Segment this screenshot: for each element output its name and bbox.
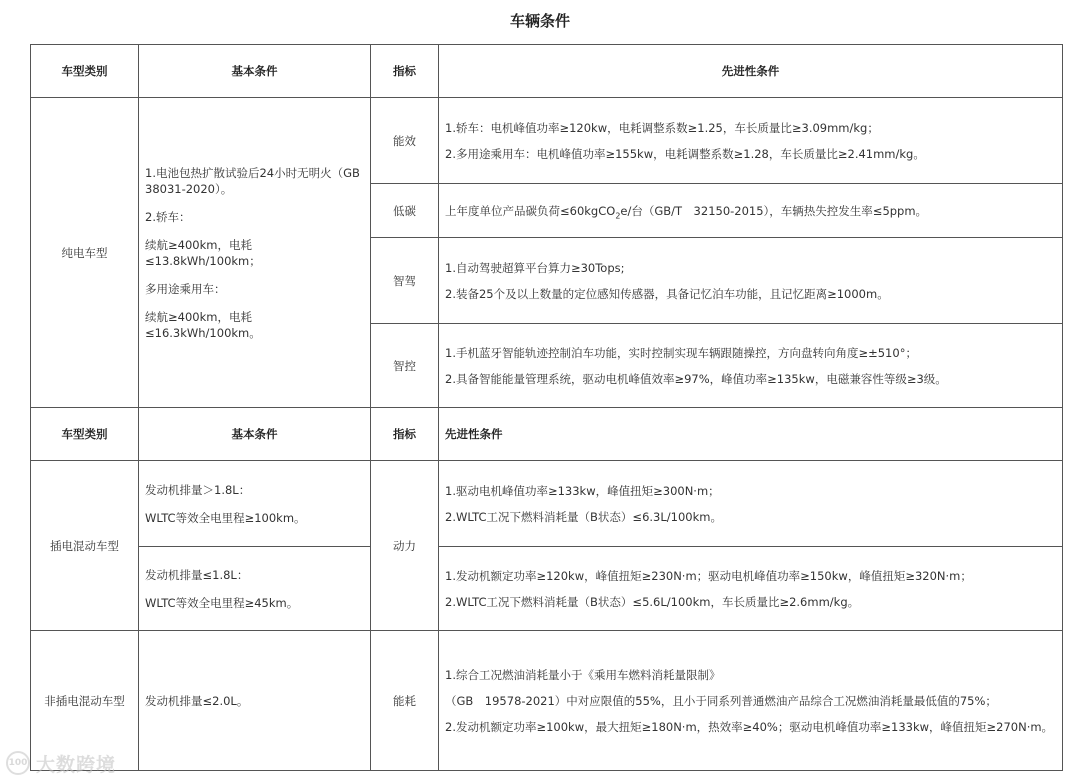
header-indicator: 指标 (371, 408, 439, 461)
low-carbon-text-before: 上年度单位产品碳负荷≤60kgCO (445, 203, 616, 218)
advanced-line: （GB 19578-2021）中对应限值的55%，且小于同系列普通燃油产品综合工况燃油消耗量最低值的75%； (445, 693, 997, 708)
advanced-line: 2.WLTC工况下燃料消耗量（B状态）≤5.6L/100km，车长质量比≥2.6mm/kg。 (445, 594, 860, 609)
indicator-energy-consumption: 能耗 (371, 631, 439, 771)
phev-type-cell: 插电混动车型 (31, 461, 139, 631)
table-header-row (31, 408, 1063, 461)
bev-type-cell: 纯电车型 (31, 98, 139, 408)
table-row (31, 631, 1063, 771)
hev-basic-cell: 发动机排量≤2.0L。 (139, 631, 371, 771)
header-vehicle-type: 车型类别 (31, 408, 139, 461)
vehicle-conditions-table (30, 44, 1063, 771)
bev-low-carbon-cell (439, 184, 1063, 238)
indicator-efficiency: 能效 (371, 98, 439, 184)
watermark-logo-icon: 100 (6, 751, 30, 775)
indicator-power: 动力 (371, 461, 439, 631)
advanced-line: 2.具备智能能量管理系统，驱动电机峰值效率≥97%，峰值功率≥135kw，电磁兼容性等级≥3级。 (445, 371, 947, 386)
table-row (31, 461, 1063, 547)
phev-advanced-cell (439, 461, 1063, 547)
bev-basic-line: 2.轿车： (145, 209, 191, 224)
table-row (31, 98, 1063, 184)
bev-efficiency-cell (439, 98, 1063, 184)
bev-basic-line: 1.电池包热扩散试验后24小时无明火（GB 38031-2020）。 (145, 165, 372, 196)
indicator-low-carbon: 低碳 (371, 184, 439, 238)
advanced-line: 1.综合工况燃油消耗量小于《乘用车燃料消耗量限制》 (445, 667, 721, 682)
advanced-line: 2.装备25个及以上数量的定位感知传感器，具备记忆泊车功能，且记忆距离≥1000m。 (445, 286, 889, 301)
phev-basic-cell (139, 461, 371, 547)
phev-basic-line: WLTC等效全电里程≥45km。 (145, 595, 299, 610)
bev-smart-drive-cell (439, 238, 1063, 324)
advanced-line (445, 198, 1056, 224)
advanced-line: 2.发动机额定功率≥100kw，最大扭矩≥180N·m，热效率≥40%；驱动电机峰值功率≥133kw，峰值扭矩≥270N·m。 (445, 719, 1054, 734)
advanced-line: 1.自动驾驶超算平台算力≥30Tops; (445, 260, 625, 275)
phev-basic-line: 发动机排量≤1.8L： (145, 567, 249, 582)
hev-advanced-cell (439, 631, 1063, 771)
indicator-smart-drive: 智驾 (371, 238, 439, 324)
advanced-line: 1.轿车：电机峰值功率≥120kw，电耗调整系数≥1.25，车长质量比≥3.09mm/kg； (445, 120, 879, 135)
phev-advanced-cell (439, 547, 1063, 631)
advanced-line: 2.多用途乘用车：电机峰值功率≥155kw，电耗调整系数≥1.28，车长质量比≥2.41mm/kg。 (445, 146, 925, 161)
header-basic-conditions: 基本条件 (139, 45, 371, 98)
bev-basic-cell (139, 98, 371, 408)
header-advanced-conditions: 先进性条件 (439, 408, 1063, 461)
indicator-smart-control: 智控 (371, 324, 439, 408)
header-indicator: 指标 (371, 45, 439, 98)
watermark (6, 748, 116, 778)
phev-basic-cell (139, 547, 371, 631)
advanced-line: 1.驱动电机峰值功率≥133kw，峰值扭矩≥300N·m； (445, 483, 720, 498)
header-advanced-conditions: 先进性条件 (439, 45, 1063, 98)
page-title: 车辆条件 (509, 12, 570, 30)
phev-basic-line: WLTC等效全电里程≥100km。 (145, 510, 306, 525)
watermark-text: 大数跨境 (36, 753, 117, 776)
co2-subscript: 2 (615, 210, 621, 220)
phev-basic-line: 发动机排量＞1.8L： (145, 482, 251, 497)
bev-basic-line: 续航≥400km，电耗≤16.3kWh/100km。 (145, 309, 261, 340)
header-basic-conditions: 基本条件 (139, 408, 371, 461)
bev-basic-line: 续航≥400km，电耗≤13.8kWh/100km； (145, 237, 261, 268)
low-carbon-text-after: e/台（GB/T 32150-2015），车辆热失控发生率≤5ppm。 (620, 203, 928, 218)
bev-smart-control-cell (439, 324, 1063, 408)
hev-type-cell: 非插电混动车型 (31, 631, 139, 771)
bev-basic-line: 多用途乘用车： (145, 281, 226, 296)
header-vehicle-type: 车型类别 (31, 45, 139, 98)
advanced-line: 1.发动机额定功率≥120kw，峰值扭矩≥230N·m；驱动电机峰值功率≥150kw，峰值扭矩≥320N·m； (445, 568, 972, 583)
table-header-row (31, 45, 1063, 98)
table-row (31, 547, 1063, 631)
advanced-line: 2.WLTC工况下燃料消耗量（B状态）≤6.3L/100km。 (445, 509, 722, 524)
advanced-line: 1.手机蓝牙智能轨迹控制泊车功能，实时控制实现车辆跟随操控，方向盘转向角度≥±510°； (445, 345, 917, 360)
